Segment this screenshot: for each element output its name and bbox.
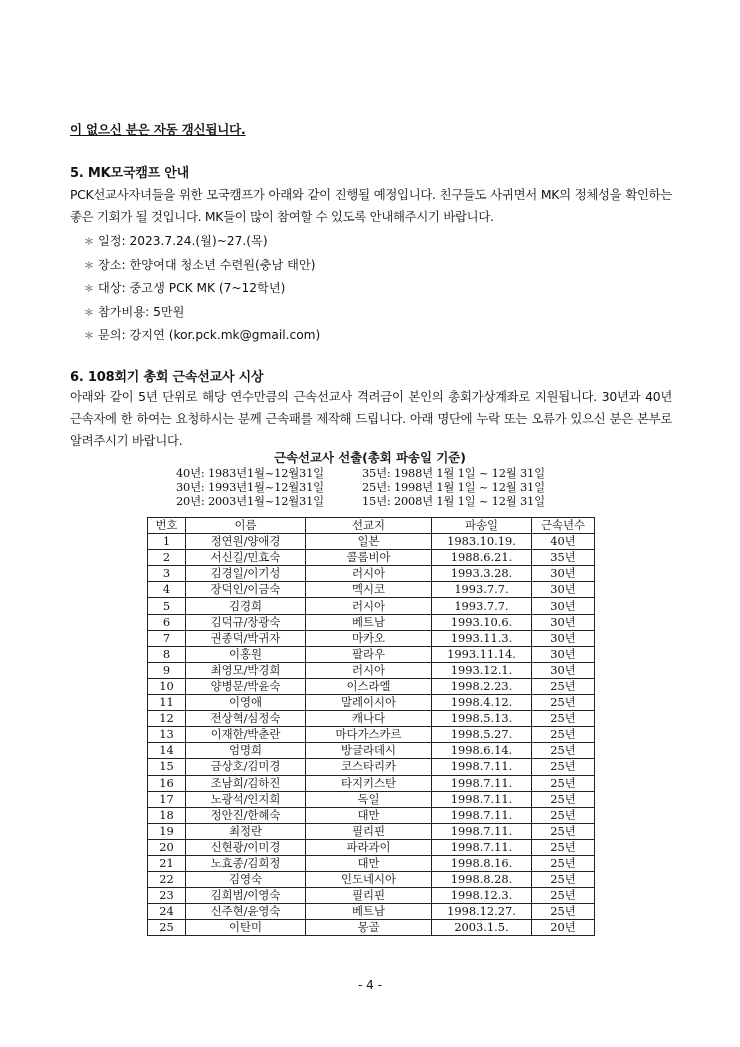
camp-info-item <box>84 324 320 348</box>
table-row <box>148 614 595 630</box>
table-row <box>148 566 595 582</box>
cell-mission-field: 이스라엘 <box>306 678 432 694</box>
cell-number: 7 <box>148 630 186 646</box>
cell-years-of-service: 30년 <box>532 566 595 582</box>
camp-info-text: 문의: 강지연 (kor.pck.mk@gmail.com) <box>98 328 321 342</box>
criteria-line: 20년: 2003년1월~12월31일 <box>176 494 324 508</box>
criteria-left-column <box>176 466 324 508</box>
header-number: 번호 <box>148 518 186 534</box>
section5-heading: 5. MK모국캠프 안내 <box>70 166 189 181</box>
cell-name: 노효종/김희정 <box>186 855 306 871</box>
criteria-line: 25년: 1998년 1월 1일 ~ 12월 31일 <box>362 480 545 494</box>
camp-info-item <box>84 254 320 278</box>
table-row <box>148 582 595 598</box>
cell-number: 11 <box>148 695 186 711</box>
cell-mission-field: 캐나다 <box>306 711 432 727</box>
bullet-star-icon: ＊ <box>84 237 94 248</box>
cell-number: 12 <box>148 711 186 727</box>
cell-dispatch-date: 1993.11.14. <box>432 646 532 662</box>
cell-years-of-service: 25년 <box>532 743 595 759</box>
cell-dispatch-date: 1998.2.23. <box>432 678 532 694</box>
cell-number: 10 <box>148 678 186 694</box>
cell-number: 15 <box>148 759 186 775</box>
cell-number: 3 <box>148 566 186 582</box>
camp-info-list <box>84 230 320 348</box>
table-row <box>148 855 595 871</box>
criteria-line: 15년: 2008년 1월 1일 ~ 12월 31일 <box>362 494 545 508</box>
table-header-row <box>148 518 595 534</box>
header-dispatch-date: 파송일 <box>432 518 532 534</box>
cell-years-of-service: 25년 <box>532 855 595 871</box>
camp-info-text: 일정: 2023.7.24.(월)~27.(목) <box>98 234 268 248</box>
cell-dispatch-date: 1998.7.11. <box>432 759 532 775</box>
camp-info-text: 참가비용: 5만원 <box>98 304 185 319</box>
cell-years-of-service: 25년 <box>532 759 595 775</box>
cell-mission-field: 타지키스탄 <box>306 775 432 791</box>
cell-mission-field: 팔라우 <box>306 646 432 662</box>
table-row <box>148 662 595 678</box>
cell-dispatch-date: 1998.7.11. <box>432 823 532 839</box>
table-row <box>148 695 595 711</box>
cell-number: 9 <box>148 662 186 678</box>
cell-number: 1 <box>148 534 186 550</box>
cell-mission-field: 콜롬비아 <box>306 550 432 566</box>
cell-dispatch-date: 1998.8.16. <box>432 855 532 871</box>
cell-number: 8 <box>148 646 186 662</box>
cell-dispatch-date: 1993.10.6. <box>432 614 532 630</box>
cell-mission-field: 방글라데시 <box>306 743 432 759</box>
cell-number: 20 <box>148 839 186 855</box>
cell-years-of-service: 25년 <box>532 711 595 727</box>
cell-mission-field: 필리핀 <box>306 888 432 904</box>
cell-name: 엄명희 <box>186 743 306 759</box>
table-row <box>148 888 595 904</box>
cell-years-of-service: 25년 <box>532 775 595 791</box>
table-row <box>148 839 595 855</box>
camp-info-item <box>84 301 320 325</box>
cell-dispatch-date: 1998.7.11. <box>432 775 532 791</box>
section5-paragraph: PCK선교사자녀들을 위한 모국캠프가 아래와 같이 진행될 예정입니다. 친구들도 사귀면서 MK의 정체성을 확인하는 좋은 기회가 될 것입니다. MK들이 많이 참여할 수 있도록 안내해주시기 바랍니다. <box>70 187 672 224</box>
cell-years-of-service: 20년 <box>532 920 595 936</box>
table-body <box>148 534 595 936</box>
cell-name: 최정란 <box>186 823 306 839</box>
cell-number: 22 <box>148 872 186 888</box>
table-row <box>148 775 595 791</box>
header-name: 이름 <box>186 518 306 534</box>
camp-info-text: 대상: 중고생 PCK MK (7~12학년) <box>98 281 286 295</box>
table-row <box>148 598 595 614</box>
cell-dispatch-date: 1993.7.7. <box>432 582 532 598</box>
cell-years-of-service: 40년 <box>532 534 595 550</box>
table-row <box>148 743 595 759</box>
cell-name: 이재한/박춘란 <box>186 727 306 743</box>
table-row <box>148 727 595 743</box>
table-row <box>148 904 595 920</box>
header-mission-field: 선교지 <box>306 518 432 534</box>
cell-dispatch-date: 1998.5.13. <box>432 711 532 727</box>
table-row <box>148 678 595 694</box>
cell-name: 김경일/이기성 <box>186 566 306 582</box>
camp-info-text: 장소: 한양여대 청소년 수련원(충남 태안) <box>98 257 316 272</box>
cell-dispatch-date: 1998.7.11. <box>432 839 532 855</box>
cell-number: 6 <box>148 614 186 630</box>
table-row <box>148 630 595 646</box>
cell-years-of-service: 25년 <box>532 888 595 904</box>
table-row <box>148 791 595 807</box>
cell-dispatch-date: 1993.11.3. <box>432 630 532 646</box>
cell-name: 금상호/김미경 <box>186 759 306 775</box>
cell-name: 최영모/박경희 <box>186 662 306 678</box>
cell-number: 23 <box>148 888 186 904</box>
cell-number: 4 <box>148 582 186 598</box>
cell-number: 19 <box>148 823 186 839</box>
service-period-criteria <box>176 466 545 508</box>
cell-name: 신현광/이미경 <box>186 839 306 855</box>
cell-dispatch-date: 1998.5.27. <box>432 727 532 743</box>
table-row <box>148 920 595 936</box>
cell-mission-field: 인도네시아 <box>306 872 432 888</box>
cell-years-of-service: 30년 <box>532 646 595 662</box>
cell-dispatch-date: 1993.7.7. <box>432 598 532 614</box>
bullet-star-icon: ＊ <box>84 284 94 295</box>
criteria-right-column <box>362 466 545 508</box>
cell-mission-field: 파라과이 <box>306 839 432 855</box>
cell-mission-field: 몽골 <box>306 920 432 936</box>
cell-dispatch-date: 2003.1.5. <box>432 920 532 936</box>
cell-years-of-service: 25년 <box>532 872 595 888</box>
cell-years-of-service: 30년 <box>532 630 595 646</box>
table-row <box>148 872 595 888</box>
cell-years-of-service: 25년 <box>532 727 595 743</box>
cell-dispatch-date: 1993.3.28. <box>432 566 532 582</box>
cell-name: 전상혁/심정숙 <box>186 711 306 727</box>
cell-number: 24 <box>148 904 186 920</box>
bullet-star-icon: ＊ <box>84 307 94 319</box>
cell-mission-field: 말레이시아 <box>306 695 432 711</box>
cell-years-of-service: 25년 <box>532 807 595 823</box>
cell-mission-field: 대만 <box>306 807 432 823</box>
cell-number: 13 <box>148 727 186 743</box>
table-row <box>148 646 595 662</box>
cell-name: 김경희 <box>186 598 306 614</box>
cell-dispatch-date: 1998.12.3. <box>432 888 532 904</box>
cell-mission-field: 일본 <box>306 534 432 550</box>
section6-paragraph: 아래와 같이 5년 단위로 해당 연수만큼의 근속선교사 격려금이 본인의 총회가상계좌로 지원됩니다. 30년과 40년 근속자에 한 하여는 요청하시는 분께 근속패를 제작해 드립니다. 아래 명단에 누락 또는 오류가 있으신 분은 본부로 알려주시기 바랍니다. <box>70 389 672 448</box>
cell-name: 서신길/민효숙 <box>186 550 306 566</box>
cell-number: 25 <box>148 920 186 936</box>
criteria-line: 30년: 1993년1월~12월31일 <box>176 480 324 494</box>
cell-dispatch-date: 1988.6.21. <box>432 550 532 566</box>
bullet-star-icon: ＊ <box>84 260 94 272</box>
cell-mission-field: 베트남 <box>306 614 432 630</box>
table-row <box>148 823 595 839</box>
cell-mission-field: 마다가스카르 <box>306 727 432 743</box>
cell-years-of-service: 25년 <box>532 823 595 839</box>
cell-years-of-service: 25년 <box>532 678 595 694</box>
cell-years-of-service: 25년 <box>532 791 595 807</box>
cell-number: 5 <box>148 598 186 614</box>
cell-number: 14 <box>148 743 186 759</box>
cell-mission-field: 코스타리카 <box>306 759 432 775</box>
cell-mission-field: 러시아 <box>306 598 432 614</box>
cell-number: 18 <box>148 807 186 823</box>
cell-name: 권종덕/박귀자 <box>186 630 306 646</box>
cell-name: 이탄미 <box>186 920 306 936</box>
cell-years-of-service: 25년 <box>532 695 595 711</box>
section6-heading: 6. 108회기 총회 근속선교사 시상 <box>70 370 264 385</box>
cell-name: 정연원/양애경 <box>186 534 306 550</box>
header-years-of-service: 근속년수 <box>532 518 595 534</box>
cell-name: 이영애 <box>186 695 306 711</box>
table-row <box>148 711 595 727</box>
cell-years-of-service: 25년 <box>532 839 595 855</box>
cell-name: 양병문/박윤숙 <box>186 678 306 694</box>
long-service-missionary-table <box>147 517 595 936</box>
table-row <box>148 550 595 566</box>
cell-name: 김영숙 <box>186 872 306 888</box>
cell-mission-field: 러시아 <box>306 662 432 678</box>
cell-mission-field: 마카오 <box>306 630 432 646</box>
cell-dispatch-date: 1998.4.12. <box>432 695 532 711</box>
cell-dispatch-date: 1998.7.11. <box>432 807 532 823</box>
cell-name: 이홍원 <box>186 646 306 662</box>
cell-years-of-service: 30년 <box>532 582 595 598</box>
criteria-line: 40년: 1983년1월~12월31일 <box>176 466 324 480</box>
cell-dispatch-date: 1998.12.27. <box>432 904 532 920</box>
cell-mission-field: 대만 <box>306 855 432 871</box>
cell-years-of-service: 30년 <box>532 662 595 678</box>
cell-dispatch-date: 1998.7.11. <box>432 791 532 807</box>
cell-name: 정안진/한혜숙 <box>186 807 306 823</box>
camp-info-item <box>84 277 320 301</box>
camp-info-item <box>84 230 320 254</box>
table-row <box>148 759 595 775</box>
cell-name: 노광석/인지희 <box>186 791 306 807</box>
page-number: - 4 - <box>358 978 382 992</box>
cell-years-of-service: 25년 <box>532 904 595 920</box>
table-caption: 근속선교사 선출(총회 파송일 기준) <box>274 450 466 465</box>
cell-dispatch-date: 1998.8.28. <box>432 872 532 888</box>
table-row <box>148 534 595 550</box>
cell-mission-field: 러시아 <box>306 566 432 582</box>
cell-years-of-service: 30년 <box>532 598 595 614</box>
cell-number: 21 <box>148 855 186 871</box>
cell-dispatch-date: 1983.10.19. <box>432 534 532 550</box>
cell-name: 신주현/윤영숙 <box>186 904 306 920</box>
cell-name: 김덕규/장광숙 <box>186 614 306 630</box>
bullet-star-icon: ＊ <box>84 331 94 342</box>
cell-name: 조남희/김하진 <box>186 775 306 791</box>
cell-dispatch-date: 1998.6.14. <box>432 743 532 759</box>
table-row <box>148 807 595 823</box>
cell-number: 16 <box>148 775 186 791</box>
cell-name: 김희범/이영숙 <box>186 888 306 904</box>
cell-number: 17 <box>148 791 186 807</box>
cell-dispatch-date: 1993.12.1. <box>432 662 532 678</box>
cell-mission-field: 베트남 <box>306 904 432 920</box>
criteria-line: 35년: 1988년 1월 1일 ~ 12월 31일 <box>362 466 545 480</box>
cell-name: 장덕인/이금숙 <box>186 582 306 598</box>
auto-renewal-note: 이 없으신 분은 자동 갱신됩니다. <box>70 122 246 137</box>
cell-years-of-service: 30년 <box>532 614 595 630</box>
cell-mission-field: 멕시코 <box>306 582 432 598</box>
cell-number: 2 <box>148 550 186 566</box>
cell-years-of-service: 35년 <box>532 550 595 566</box>
cell-mission-field: 독일 <box>306 791 432 807</box>
cell-mission-field: 필리핀 <box>306 823 432 839</box>
